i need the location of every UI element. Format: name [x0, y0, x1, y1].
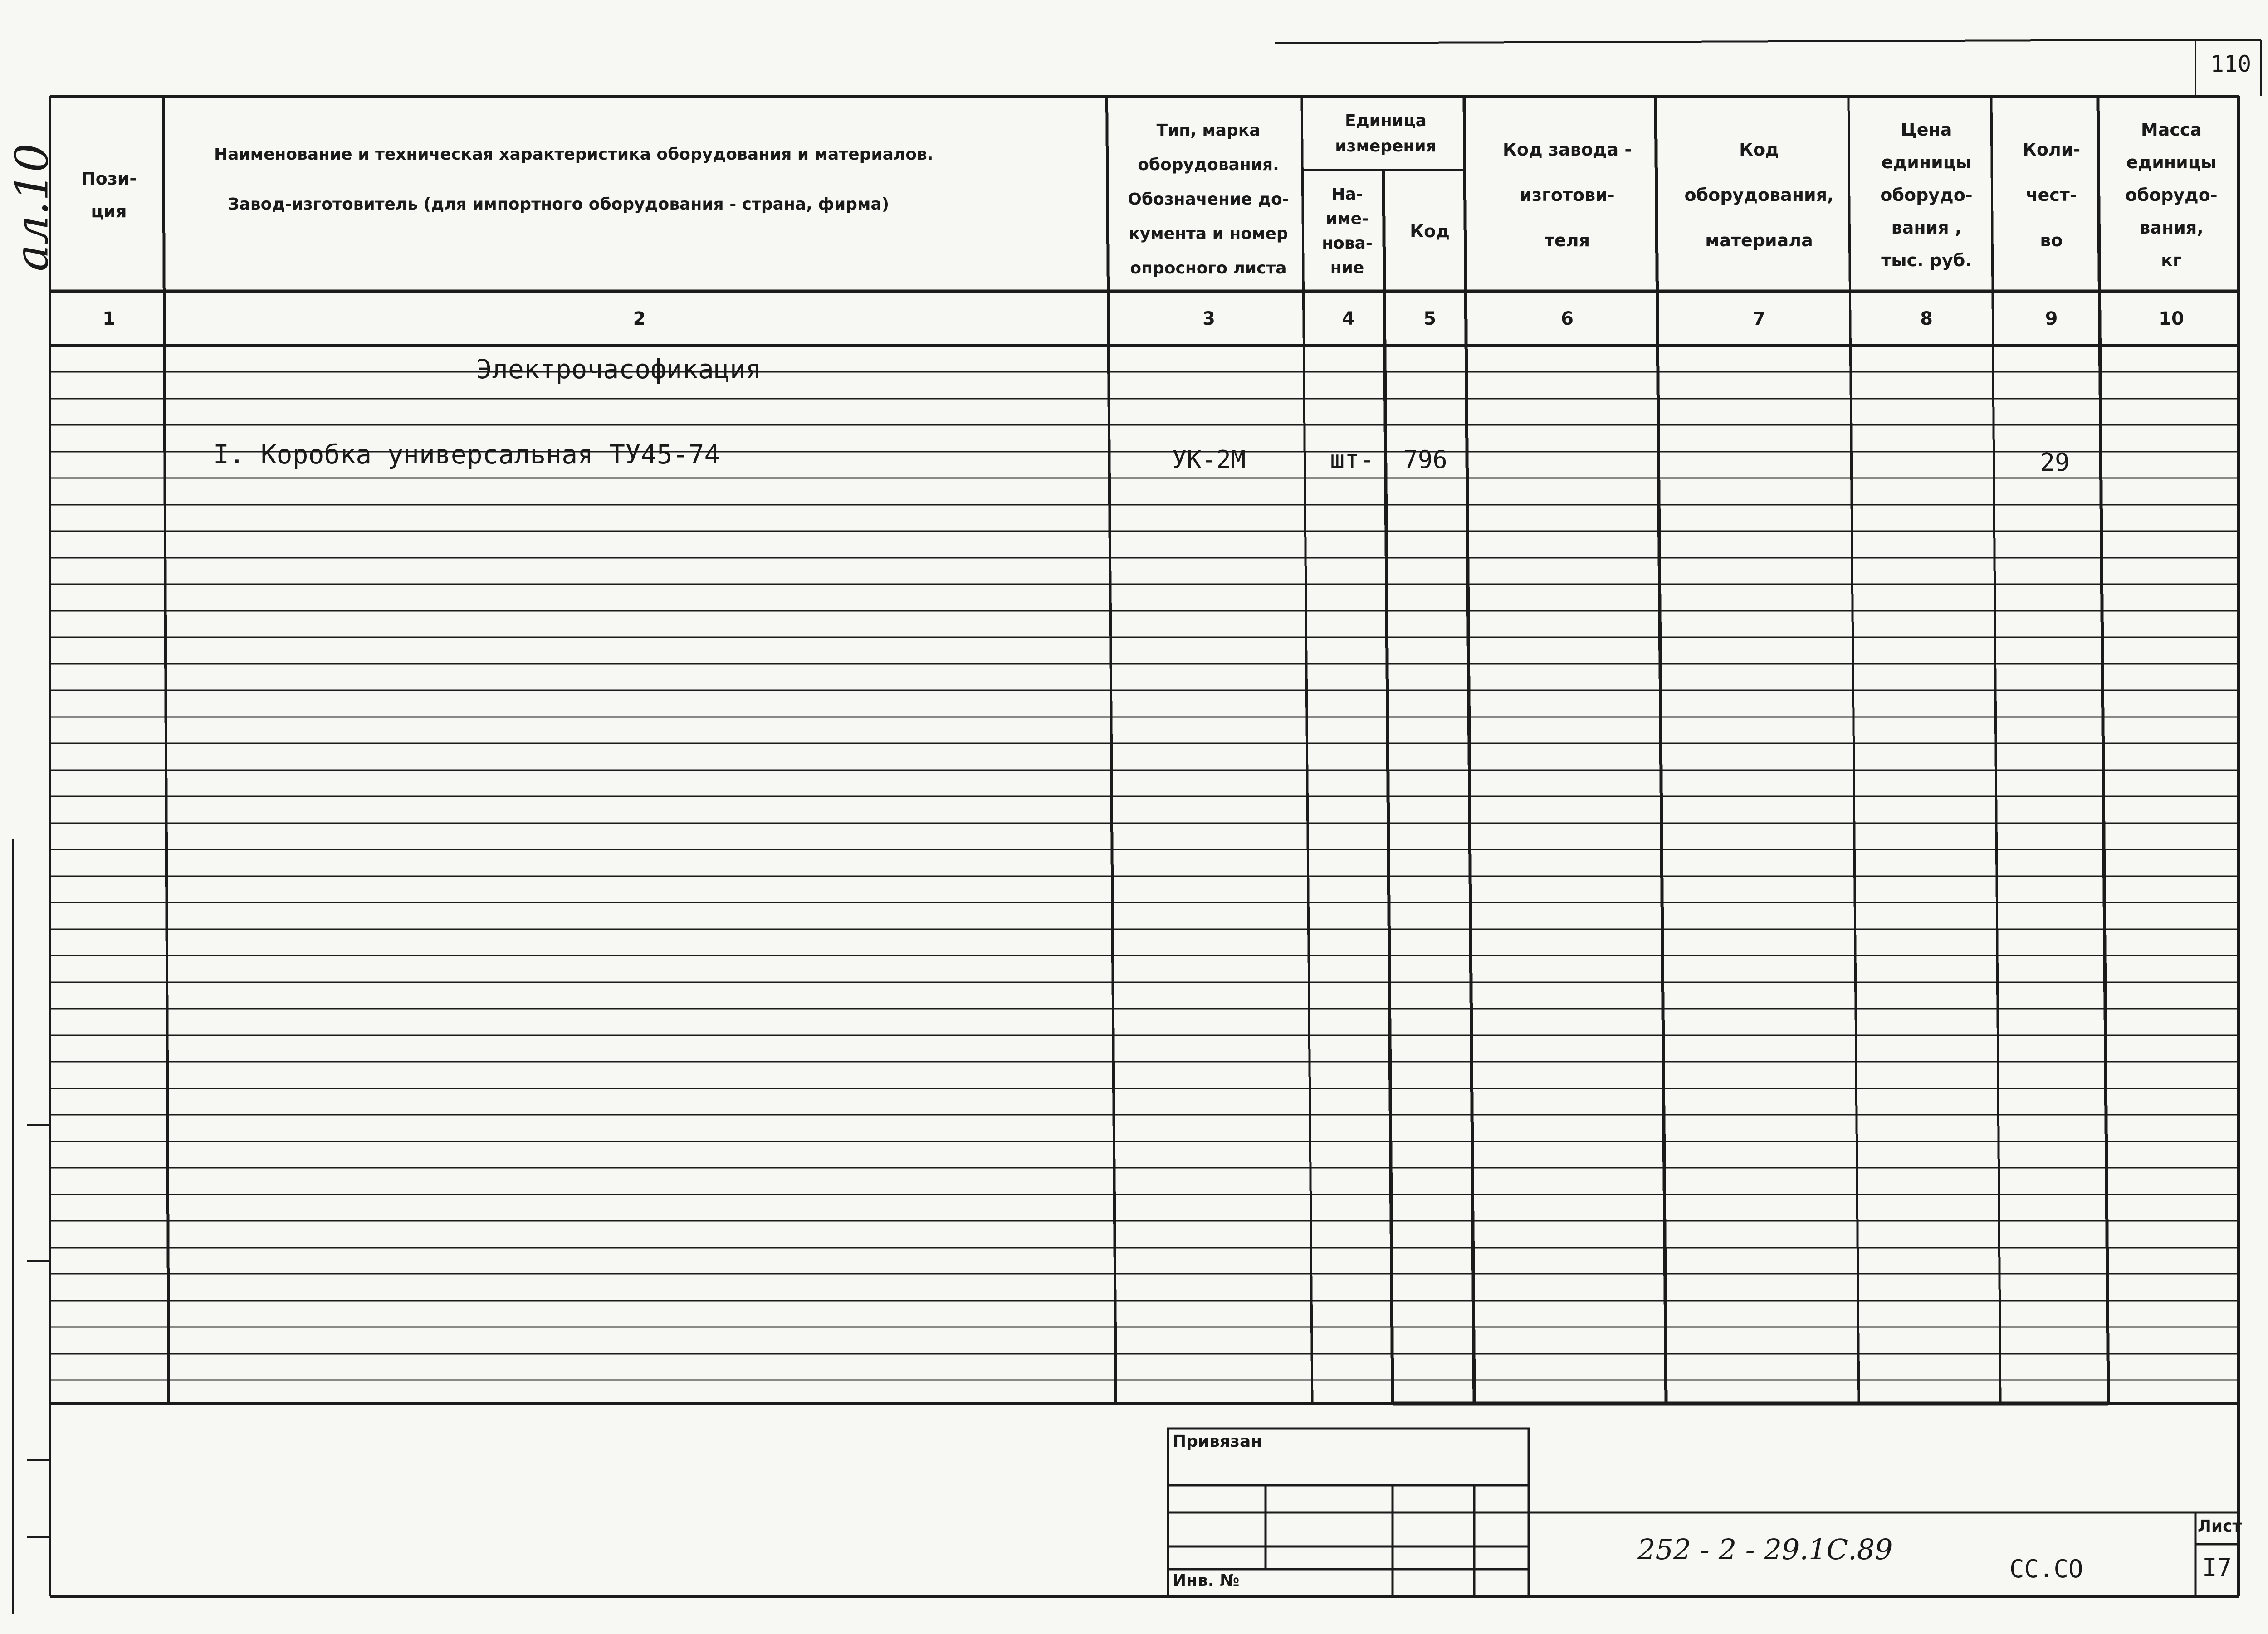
column-number-5: 5 — [1423, 308, 1436, 329]
column-number-10: 10 — [2159, 308, 2184, 329]
stamp-privyazan: Привязан — [1173, 1432, 1262, 1451]
column-number-8: 8 — [1920, 308, 1933, 329]
row-item-unit-name: шт- — [1330, 445, 1374, 474]
column-number-9: 9 — [2045, 308, 2058, 329]
stamp-inv-no: Инв. № — [1173, 1571, 1240, 1590]
header-unit-group: Единица измерения — [1335, 112, 1437, 156]
sheet-value: I7 — [2202, 1553, 2232, 1582]
album-label: ал.10 — [5, 143, 59, 272]
header-quantity: Коли- чест- во — [2022, 140, 2081, 250]
header-name-line1: Наименование и техническая характеристика оборудования и материалов. — [214, 145, 934, 164]
header-unit-name: На- име- нова- ние — [1322, 185, 1373, 277]
header-name-line2: Завод-изготовитель (для импортного оборудования - страна, фирма) — [228, 195, 890, 214]
sheet-label: Лист — [2198, 1517, 2242, 1536]
column-number-4: 4 — [1342, 308, 1355, 329]
header-price: Цена единицы оборудо- вания , тыс. руб. — [1880, 120, 1973, 270]
column-number-2: 2 — [633, 308, 646, 329]
column-number-3: 3 — [1202, 308, 1215, 329]
header-name — [169, 100, 1108, 290]
column-number-1: 1 — [103, 308, 115, 329]
header-position: Пози- ция — [81, 169, 137, 221]
row-item-type: УК-2М — [1172, 445, 1246, 474]
document-code: 252 - 2 - 29.1С.89 — [1637, 1533, 1893, 1566]
column-number-6: 6 — [1561, 308, 1574, 329]
header-type: Тип, марка оборудования. Обозначение до- кумента и номер опросного листа — [1128, 121, 1289, 278]
header-manufacturer-code: Код завода - изготови- теля — [1502, 140, 1632, 250]
header-unit-code: Код — [1410, 221, 1450, 241]
column-number-7: 7 — [1753, 308, 1765, 329]
document-suffix: СС.СО — [2009, 1555, 2083, 1583]
section-title: Электрочасофикация — [476, 354, 762, 385]
sheet-number-top: 110 — [2210, 51, 2252, 77]
row-item-quantity: 29 — [2040, 448, 2070, 477]
header-mass: Масса единицы оборудо- вания, кг — [2125, 120, 2218, 270]
row-item-unit-code: 796 — [1403, 445, 1447, 474]
row-item-name: I. Коробка универсальная ТУ45-74 — [213, 439, 720, 470]
header-equipment-code: Код оборудования, материала — [1684, 140, 1834, 250]
